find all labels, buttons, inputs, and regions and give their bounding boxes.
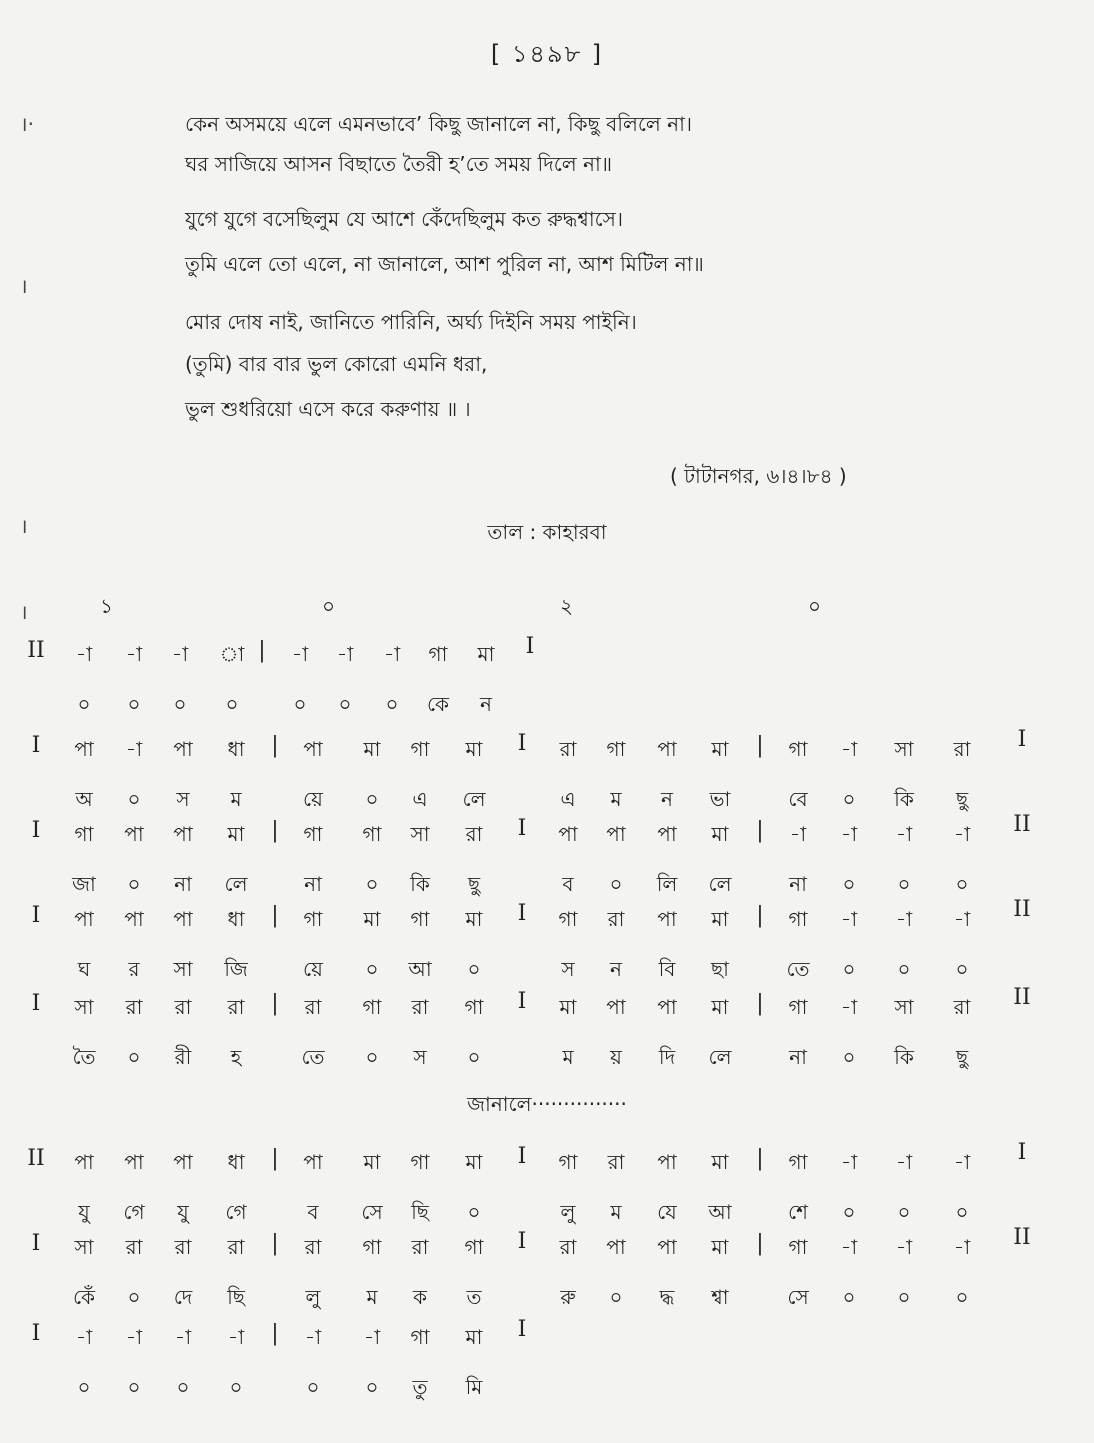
swara-note: পা: [558, 822, 578, 846]
swara-note: গা: [303, 822, 323, 846]
swara-note: -া: [75, 642, 93, 666]
sahitya-syllable: ০: [338, 692, 352, 716]
sahitya-syllable: ০: [176, 1375, 190, 1399]
swara-note: রা: [607, 1150, 625, 1174]
bar-line: |: [258, 638, 266, 663]
sahitya-syllable: ০: [127, 1285, 141, 1309]
sahitya-syllable: মি: [465, 1375, 483, 1399]
sahitya-syllable: জা: [72, 872, 96, 896]
swara-note: রা: [174, 1235, 192, 1259]
swara-note: পা: [657, 1150, 677, 1174]
sahitya-syllable: আ: [708, 1200, 732, 1224]
swara-note: ধা: [227, 737, 245, 761]
bar-line: |: [271, 1231, 279, 1256]
swara-note: গা: [410, 1325, 430, 1349]
swara-note: গা: [74, 822, 94, 846]
swara-note: মা: [711, 1150, 729, 1174]
swara-note: পা: [74, 1150, 94, 1174]
sahitya-syllable: জি: [224, 957, 248, 981]
bar-line: |: [271, 1321, 279, 1346]
sahitya-syllable: ০: [842, 1200, 856, 1224]
swara-note: গা: [303, 907, 323, 931]
swara-note: -া: [174, 1325, 192, 1349]
sahitya-syllable: স: [561, 957, 575, 981]
sahitya-syllable: ক: [413, 1285, 427, 1309]
swara-note: গা: [558, 1150, 578, 1174]
lyric-line: ভুল শুধরিয়ো এসে করে করুণায় ॥ ।: [185, 397, 471, 421]
swara-note: রা: [174, 995, 192, 1019]
swara-note: গা: [428, 642, 448, 666]
sahitya-syllable: ০: [842, 1285, 856, 1309]
bar-line: |: [756, 991, 764, 1016]
sahitya-syllable: ০: [127, 1045, 141, 1069]
swara-note: পা: [74, 737, 94, 761]
sahitya-syllable: রী: [174, 1045, 192, 1069]
swara-note: -া: [895, 907, 913, 931]
swara-note: মা: [465, 1325, 483, 1349]
sahitya-syllable: ত: [466, 1285, 482, 1309]
bar-line: I: [517, 1144, 527, 1169]
sahitya-syllable: ০: [385, 692, 399, 716]
sahitya-syllable: লে: [708, 872, 732, 896]
lyric-line: কেন অসময়ে এলে এমনভাবে’ কিছু জানালে না, কিছু বলিলে না।: [185, 112, 693, 136]
swara-note: গা: [410, 907, 430, 931]
swara-note: -া: [840, 1235, 858, 1259]
sahitya-syllable: গে: [123, 1200, 145, 1224]
sahitya-syllable: যে: [657, 1200, 677, 1224]
sahitya-syllable: ০: [842, 787, 856, 811]
sahitya-syllable: ০: [897, 957, 911, 981]
bar-line: II: [1013, 812, 1031, 837]
sahitya-syllable: স: [176, 787, 190, 811]
sahitya-syllable: যু: [177, 1200, 189, 1224]
swara-note: সা: [410, 822, 430, 846]
sahitya-syllable: কি: [894, 1045, 914, 1069]
sahitya-syllable: ন: [661, 787, 673, 811]
sahitya-syllable: ম: [562, 1045, 574, 1069]
sahitya-syllable: ০: [842, 1045, 856, 1069]
lyric-line: মোর দোষ নাই, জানিতে পারিনি, অর্ঘ্য দিইনি সময় পাইনি।: [185, 310, 637, 334]
bar-line: II: [1013, 897, 1031, 922]
swara-note: পা: [303, 1150, 323, 1174]
swara-note: -া: [953, 1150, 971, 1174]
sahitya-syllable: ছু: [467, 872, 481, 896]
bar-line: |: [756, 818, 764, 843]
sahitya-syllable: ঘ: [77, 957, 91, 981]
swara-note: গা: [362, 822, 382, 846]
section-label-janale: জানালে···············: [467, 1092, 627, 1116]
swara-note: মা: [477, 642, 495, 666]
bar-line: |: [756, 903, 764, 928]
sahitya-syllable: দি: [658, 1045, 676, 1069]
bar-line: |: [756, 1231, 764, 1256]
bar-line: |: [756, 1146, 764, 1171]
swara-note: পা: [606, 1235, 626, 1259]
sahitya-syllable: ০: [173, 692, 187, 716]
bar-line: II: [1013, 1225, 1031, 1250]
sahitya-syllable: ০: [365, 1045, 379, 1069]
sahitya-syllable: ম: [610, 1200, 622, 1224]
swara-note: পা: [124, 1150, 144, 1174]
swara-note: পা: [303, 737, 323, 761]
tala-label: তাল : কাহারবা: [487, 520, 607, 544]
bar-line: I: [517, 731, 527, 756]
bar-line: I: [31, 991, 41, 1016]
sahitya-syllable: লু: [305, 1285, 321, 1309]
sahitya-syllable: ০: [127, 692, 141, 716]
swara-note: রা: [227, 1235, 245, 1259]
swara-note: -া: [840, 1150, 858, 1174]
margin-mark: ।: [20, 514, 28, 538]
sahitya-syllable: না: [789, 872, 807, 896]
sahitya-syllable: লু: [560, 1200, 576, 1224]
bar-line: |: [271, 991, 279, 1016]
swara-note: গা: [788, 737, 808, 761]
sahitya-syllable: স: [413, 1045, 427, 1069]
sahitya-syllable: লে: [708, 1045, 732, 1069]
swara-note: মা: [465, 1150, 483, 1174]
sahitya-syllable: ০: [127, 787, 141, 811]
sahitya-syllable: ০: [365, 1375, 379, 1399]
sahitya-syllable: ম: [610, 787, 622, 811]
sahitya-syllable: সে: [361, 1200, 383, 1224]
sahitya-syllable: কেঁ: [72, 1285, 96, 1309]
bar-line: II: [27, 1146, 45, 1171]
sahitya-syllable: ০: [306, 1375, 320, 1399]
sahitya-syllable: ০: [842, 872, 856, 896]
bar-line: I: [1017, 727, 1027, 752]
lyric-line: যুগে যুগে বসেছিলুম যে আশে কেঁদেছিলুম কত রুদ্ধশ্বাসে।: [185, 207, 624, 231]
swara-note: -া: [840, 737, 858, 761]
sahitya-syllable: হ: [230, 1045, 242, 1069]
sahitya-syllable: রু: [560, 1285, 576, 1309]
swara-note: পা: [173, 1150, 193, 1174]
swara-note: রা: [304, 1235, 322, 1259]
swara-note: গা: [362, 1235, 382, 1259]
swara-note: গা: [606, 737, 626, 761]
swara-note: রা: [411, 995, 429, 1019]
lyric-line: তুমি এলে তো এলে, না জানালে, আশ পুরিল না, আশ মিটিল না॥: [185, 252, 704, 276]
swara-note: মা: [559, 995, 577, 1019]
sahitya-syllable: ন: [610, 957, 622, 981]
swara-note: গা: [464, 1235, 484, 1259]
bar-line: I: [517, 1317, 527, 1342]
swara-note: রা: [227, 995, 245, 1019]
sahitya-syllable: ০: [77, 1375, 91, 1399]
swara-note: ধা: [227, 907, 245, 931]
sahitya-syllable: এ: [560, 787, 576, 811]
swara-note: রা: [304, 995, 322, 1019]
sahitya-syllable: ০: [467, 1045, 481, 1069]
sahitya-syllable: এ: [412, 787, 428, 811]
bar-line: |: [271, 903, 279, 928]
bar-line: I: [517, 816, 527, 841]
beat-mark: ০: [322, 594, 336, 618]
swara-note: -া: [895, 1150, 913, 1174]
swara-note: -া: [336, 642, 354, 666]
bar-line: I: [31, 903, 41, 928]
swara-note: পা: [657, 737, 677, 761]
sahitya-syllable: ০: [842, 957, 856, 981]
bar-line: I: [525, 634, 535, 659]
sahitya-syllable: ০: [897, 1200, 911, 1224]
sahitya-syllable: ০: [955, 1285, 969, 1309]
swara-note: -া: [291, 642, 309, 666]
beat-mark: ২: [560, 594, 574, 618]
sahitya-syllable: লে: [462, 787, 486, 811]
sahitya-syllable: ব: [307, 1200, 319, 1224]
swara-note: গা: [788, 907, 808, 931]
swara-note: মা: [465, 737, 483, 761]
swara-note: -া: [840, 822, 858, 846]
bar-line: |: [271, 733, 279, 758]
place-date: ( টাটানগর, ৬।৪।৮৪ ): [670, 464, 847, 488]
sahitya-syllable: ভা: [709, 787, 731, 811]
swara-note: মা: [363, 1150, 381, 1174]
swara-note: মা: [363, 907, 381, 931]
swara-note: -া: [895, 1235, 913, 1259]
swara-note: া: [219, 642, 245, 666]
swara-note: রা: [953, 737, 971, 761]
sahitya-syllable: লি: [656, 872, 678, 896]
swara-note: -া: [125, 737, 143, 761]
bar-line: I: [517, 901, 527, 926]
sahitya-syllable: শ্বা: [711, 1285, 729, 1309]
swara-note: রা: [559, 737, 577, 761]
swara-note: মা: [711, 907, 729, 931]
page-number: [ ১৪৯৮ ]: [490, 40, 604, 68]
sahitya-syllable: তৈ: [72, 1045, 96, 1069]
sahitya-syllable: ছু: [955, 1045, 969, 1069]
swara-note: -া: [125, 1325, 143, 1349]
swara-note: রা: [559, 1235, 577, 1259]
swara-note: রা: [465, 822, 483, 846]
sahitya-syllable: না: [174, 872, 192, 896]
swara-note: পা: [173, 822, 193, 846]
sahitya-syllable: গে: [225, 1200, 247, 1224]
sahitya-syllable: ব: [562, 872, 574, 896]
sahitya-syllable: কি: [894, 787, 914, 811]
sahitya-syllable: ০: [467, 957, 481, 981]
sahitya-syllable: লে: [224, 872, 248, 896]
sahitya-syllable: শে: [788, 1200, 808, 1224]
swara-note: -া: [383, 642, 401, 666]
swara-note: মা: [227, 822, 245, 846]
swara-note: পা: [657, 907, 677, 931]
sahitya-syllable: ০: [77, 692, 91, 716]
swara-note: সা: [74, 1235, 94, 1259]
bar-line: I: [31, 818, 41, 843]
swara-note: -া: [953, 1235, 971, 1259]
swara-note: মা: [711, 995, 729, 1019]
sahitya-syllable: ০: [127, 872, 141, 896]
bar-line: I: [31, 1321, 41, 1346]
sahitya-syllable: বি: [658, 957, 676, 981]
swara-note: পা: [657, 995, 677, 1019]
swara-note: মা: [711, 737, 729, 761]
margin-mark: ।: [20, 600, 28, 624]
sahitya-syllable: তে: [301, 1045, 325, 1069]
sahitya-syllable: ০: [365, 872, 379, 896]
swara-note: রা: [411, 1235, 429, 1259]
sahitya-syllable: ০: [609, 872, 623, 896]
swara-note: রা: [125, 995, 143, 1019]
sahitya-syllable: তু: [412, 1375, 428, 1399]
swara-note: -া: [953, 822, 971, 846]
beat-mark: ০: [808, 594, 822, 618]
swara-note: গা: [558, 907, 578, 931]
sahitya-syllable: র: [128, 957, 140, 981]
beat-mark: ১: [100, 594, 113, 618]
sahitya-syllable: ০: [897, 872, 911, 896]
swara-note: -া: [840, 995, 858, 1019]
swara-note: -া: [304, 1325, 322, 1349]
margin-mark: ।·: [20, 112, 34, 136]
swara-note: পা: [606, 822, 626, 846]
swara-note: পা: [606, 995, 626, 1019]
sahitya-syllable: ছি: [411, 1200, 429, 1224]
bar-line: II: [27, 638, 45, 663]
swara-note: পা: [657, 1235, 677, 1259]
swara-note: গা: [788, 995, 808, 1019]
lyric-line: (তুমি) বার বার ভুল কোরো এমনি ধরা,: [185, 352, 488, 376]
bar-line: I: [31, 1231, 41, 1256]
sahitya-syllable: কি: [410, 872, 430, 896]
sahitya-syllable: দ্ধ: [659, 1285, 675, 1309]
swara-note: -া: [840, 907, 858, 931]
swara-note: গা: [788, 1150, 808, 1174]
swara-note: -া: [895, 822, 913, 846]
swara-note: রা: [607, 907, 625, 931]
sahitya-syllable: তে: [786, 957, 810, 981]
bar-line: |: [271, 1146, 279, 1171]
swara-note: মা: [363, 737, 381, 761]
sahitya-syllable: সে: [787, 1285, 809, 1309]
sahitya-syllable: ০: [365, 787, 379, 811]
sahitya-syllable: বে: [788, 787, 808, 811]
sahitya-syllable: ০: [229, 1375, 243, 1399]
swara-note: পা: [74, 907, 94, 931]
swara-note: রা: [125, 1235, 143, 1259]
bar-line: I: [517, 989, 527, 1014]
swara-note: সা: [894, 737, 914, 761]
swara-note: -া: [227, 1325, 245, 1349]
sahitya-syllable: ০: [467, 1200, 481, 1224]
sahitya-syllable: ছা: [711, 957, 729, 981]
sahitya-syllable: য়ে: [303, 957, 323, 981]
swara-note: -া: [171, 642, 189, 666]
swara-note: -া: [953, 907, 971, 931]
sahitya-syllable: ০: [609, 1285, 623, 1309]
swara-note: গা: [410, 1150, 430, 1174]
sahitya-syllable: ০: [955, 957, 969, 981]
swara-note: পা: [173, 907, 193, 931]
sahitya-syllable: কে: [426, 692, 450, 716]
bar-line: I: [31, 733, 41, 758]
bar-line: |: [271, 818, 279, 843]
swara-note: গা: [464, 995, 484, 1019]
bar-line: II: [1013, 985, 1031, 1010]
sahitya-syllable: ছু: [955, 787, 969, 811]
sahitya-syllable: ০: [955, 1200, 969, 1224]
sahitya-syllable: ম: [230, 787, 242, 811]
bar-line: |: [756, 733, 764, 758]
swara-note: -া: [363, 1325, 381, 1349]
swara-note: সা: [894, 995, 914, 1019]
sahitya-syllable: ০: [955, 872, 969, 896]
sahitya-syllable: ছি: [227, 1285, 245, 1309]
swara-note: -া: [789, 822, 807, 846]
swara-note: পা: [173, 737, 193, 761]
swara-note: মা: [465, 907, 483, 931]
swara-note: -া: [75, 1325, 93, 1349]
swara-note: মা: [711, 1235, 729, 1259]
sahitya-syllable: য়ে: [303, 787, 323, 811]
sahitya-syllable: ০: [365, 957, 379, 981]
swara-note: গা: [410, 737, 430, 761]
sahitya-syllable: ন: [480, 692, 492, 716]
sahitya-syllable: ০: [225, 692, 239, 716]
sahitya-syllable: ০: [127, 1375, 141, 1399]
swara-note: -া: [125, 642, 143, 666]
lyric-line: ঘর সাজিয়ে আসন বিছাতে তৈরী হ’তে সময় দিলে না॥: [185, 152, 613, 176]
sahitya-syllable: অ: [75, 787, 93, 811]
sahitya-syllable: সা: [173, 957, 193, 981]
bar-line: I: [517, 1229, 527, 1254]
sahitya-syllable: যু: [78, 1200, 90, 1224]
sahitya-syllable: আ: [408, 957, 432, 981]
swara-note: পা: [124, 907, 144, 931]
swara-note: মা: [711, 822, 729, 846]
swara-note: ধা: [227, 1150, 245, 1174]
swara-note: গা: [788, 1235, 808, 1259]
swara-note: পা: [657, 822, 677, 846]
sahitya-syllable: ম: [366, 1285, 378, 1309]
bar-line: I: [1017, 1140, 1027, 1165]
swara-note: পা: [124, 822, 144, 846]
margin-mark: ।: [20, 274, 28, 298]
swara-note: গা: [362, 995, 382, 1019]
sahitya-syllable: ০: [897, 1285, 911, 1309]
sahitya-syllable: না: [304, 872, 322, 896]
sahitya-syllable: ০: [293, 692, 307, 716]
sahitya-syllable: দে: [173, 1285, 193, 1309]
sahitya-syllable: য়: [610, 1045, 622, 1069]
swara-note: রা: [953, 995, 971, 1019]
sahitya-syllable: না: [789, 1045, 807, 1069]
swara-note: সা: [74, 995, 94, 1019]
